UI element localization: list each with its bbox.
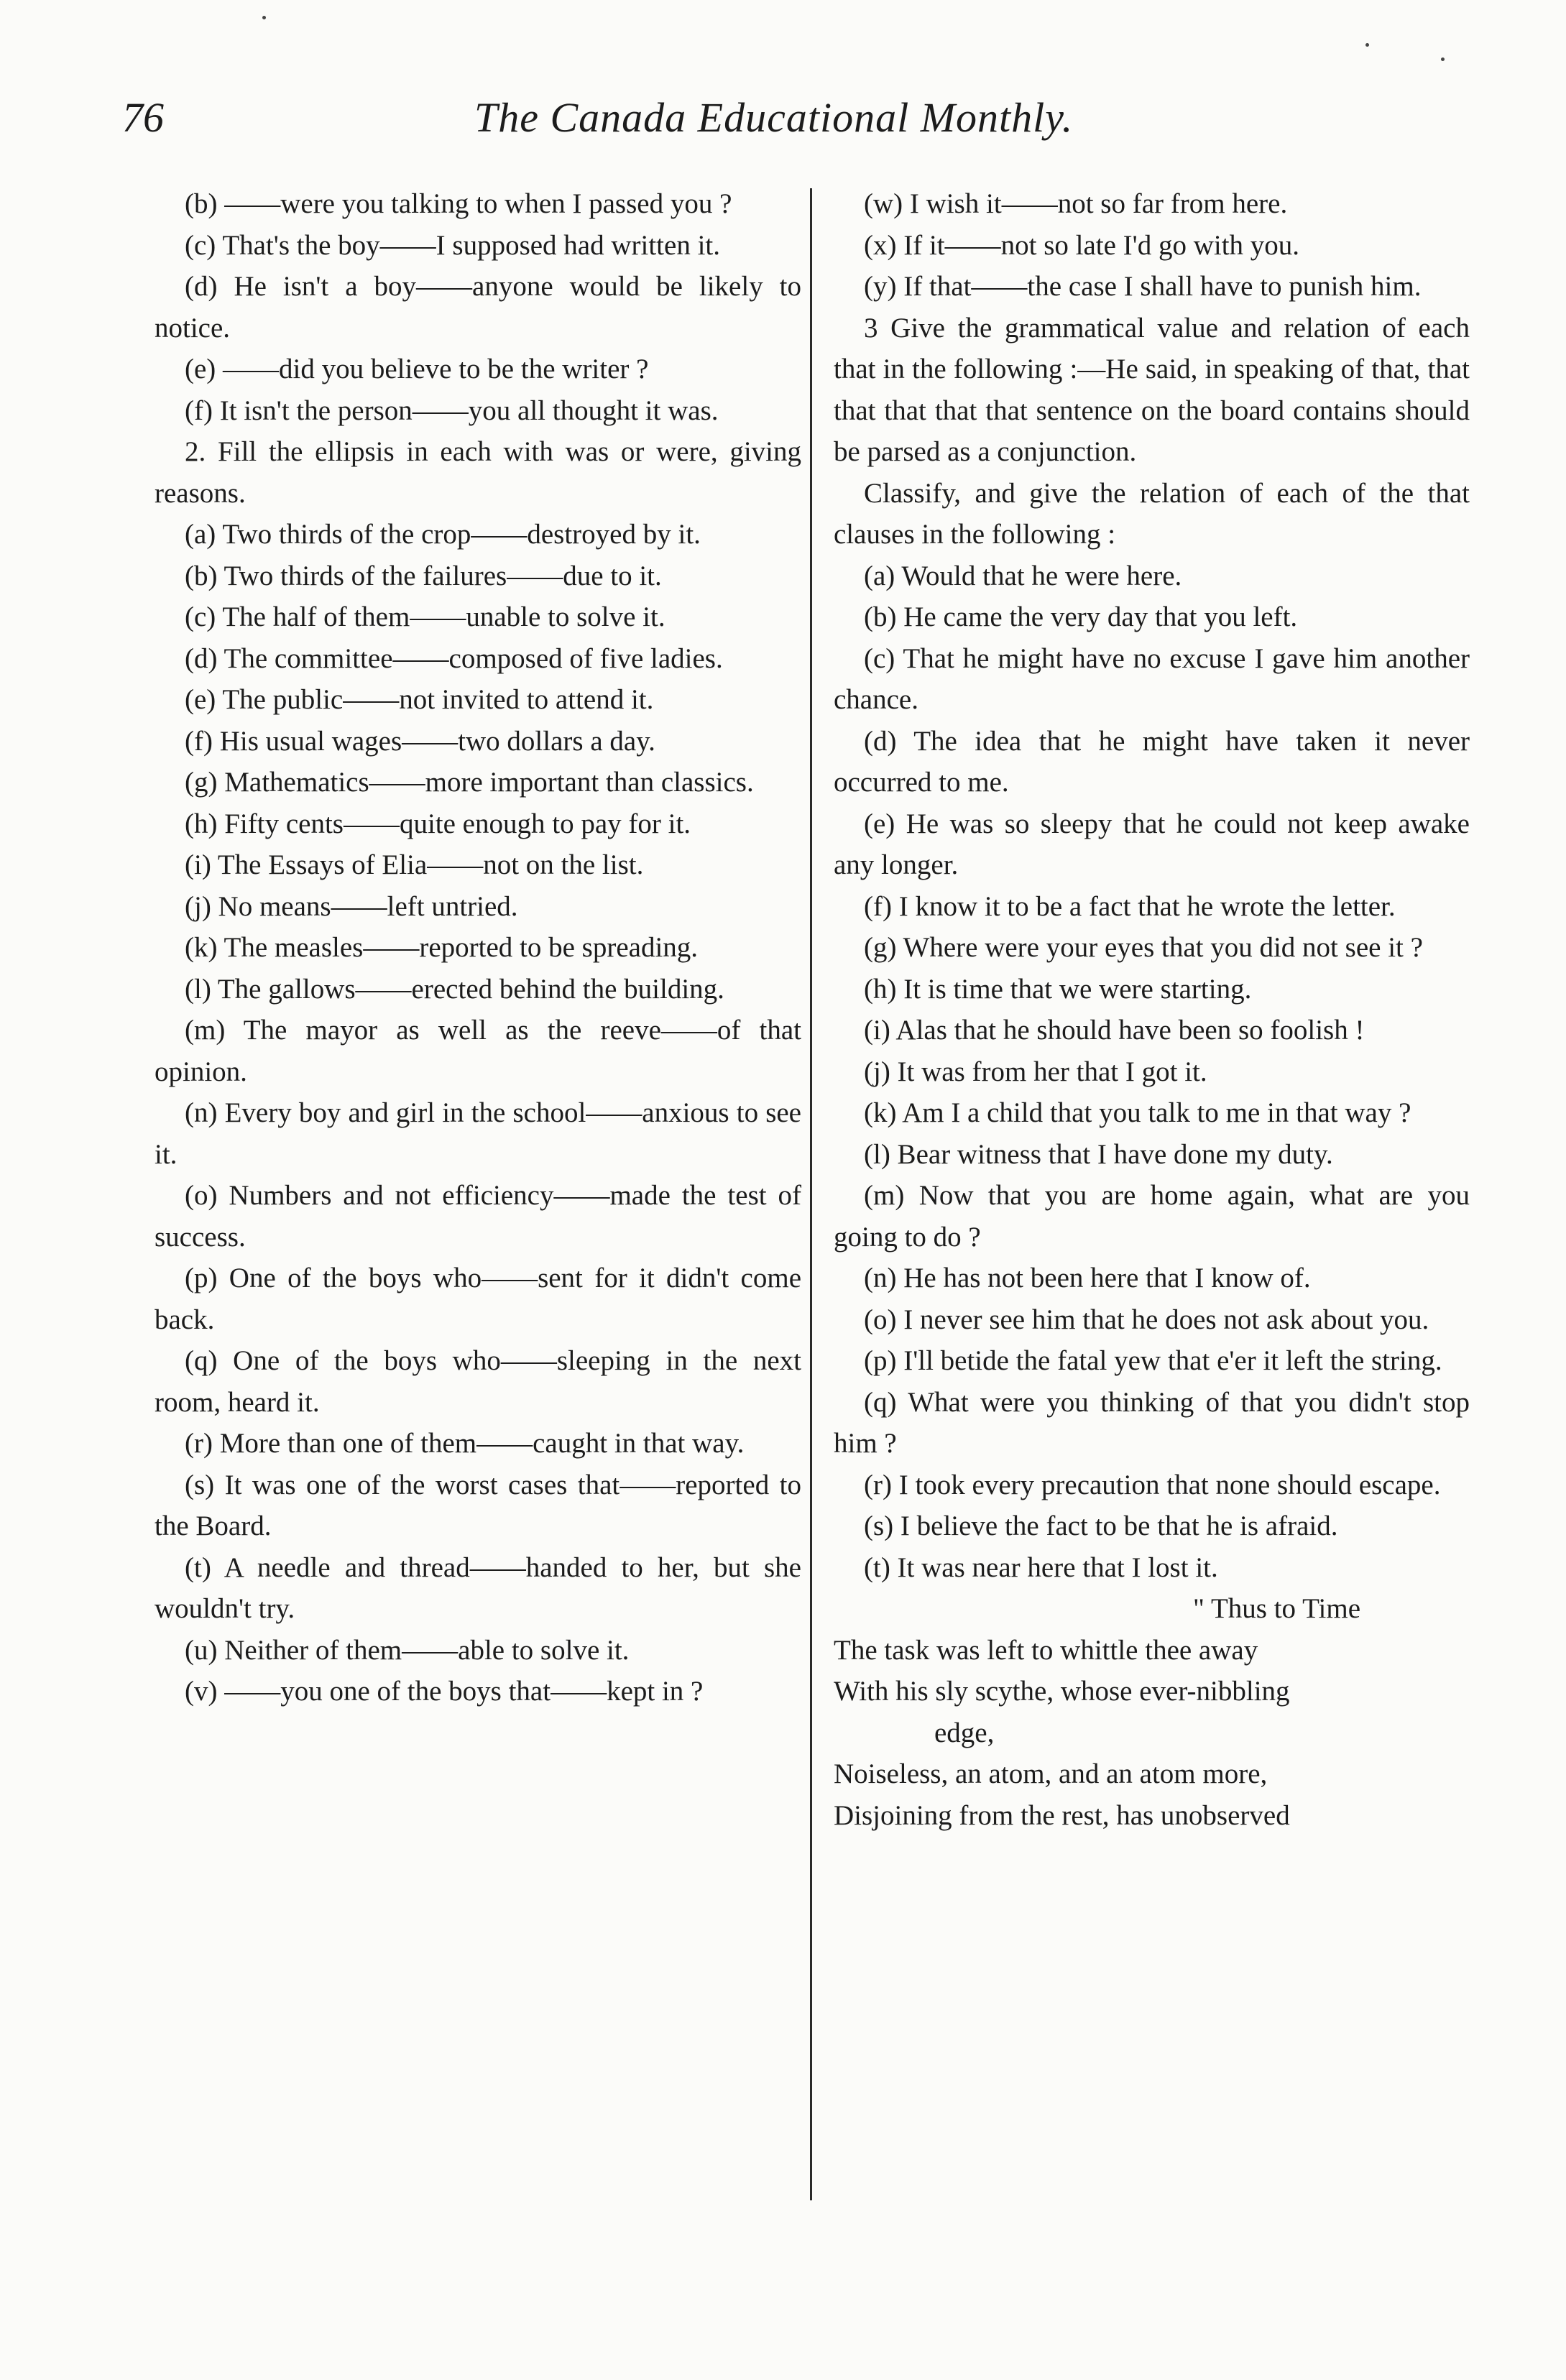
question-heading: 3 Give the grammatical value and relation of each that in the following :—He said, in speaking of that, that that that that that sentence on the board contains should be parsed as a conjunction.	[834, 312, 1470, 467]
exercise-item: (d) The committee——composed of five ladies.	[185, 642, 723, 674]
exercise-item: (d) He isn't a boy——anyone would be likely to notice.	[155, 271, 801, 343]
poem-line: The task was left to whittle thee away	[834, 1634, 1258, 1666]
exercise-item: (g) Where were your eyes that you did not see it ?	[864, 932, 1423, 963]
poem-line: Disjoining from the rest, has unobserved	[834, 1799, 1290, 1831]
exercise-item: (o) Numbers and not efficiency——made the test of success.	[155, 1180, 801, 1253]
poem-line: " Thus to Time	[1193, 1593, 1361, 1624]
exercise-item: (m) Now that you are home again, what are you going to do ?	[834, 1180, 1470, 1253]
exercise-item: (m) The mayor as well as the reeve——of that opinion.	[155, 1015, 801, 1087]
exercise-item: (h) It is time that we were starting.	[864, 973, 1252, 1005]
exercise-item: (u) Neither of them——able to solve it.	[185, 1634, 630, 1666]
exercise-item: (b) ——were you talking to when I passed you ?	[185, 188, 732, 219]
exercise-item: (p) One of the boys who——sent for it didn't come back.	[155, 1263, 801, 1335]
exercise-item: (n) Every boy and girl in the school——anxious to see it.	[155, 1097, 801, 1170]
exercise-item: (i) The Essays of Elia——not on the list.	[185, 849, 644, 880]
instruction-paragraph: Classify, and give the relation of each of the that clauses in the following :	[834, 477, 1470, 550]
exercise-item: (e) The public——not invited to attend it.	[185, 684, 654, 715]
exercise-item: (o) I never see him that he does not ask about you.	[864, 1304, 1429, 1335]
exercise-item: (f) I know it to be a fact that he wrote the letter.	[864, 890, 1396, 922]
exercise-item: (p) I'll betide the fatal yew that e'er it left the string.	[864, 1345, 1442, 1376]
right-column	[834, 183, 1470, 1836]
column-divider	[810, 188, 812, 2200]
exercise-item: (n) He has not been here that I know of.	[864, 1263, 1311, 1293]
exercise-item: (r) More than one of them——caught in that way.	[185, 1428, 745, 1459]
poem-line: With his sly scythe, whose ever-nibbling	[834, 1676, 1290, 1707]
exercise-item: (j) It was from her that I got it.	[864, 1056, 1207, 1087]
exercise-item: (s) I believe the fact to be that he is afraid.	[864, 1510, 1338, 1541]
exercise-item: (c) That's the boy——I supposed had written it.	[185, 229, 720, 261]
exercise-item: (a) Would that he were here.	[864, 560, 1182, 591]
poem-line: edge,	[934, 1717, 995, 1748]
exercise-item: (t) It was near here that I lost it.	[864, 1551, 1218, 1583]
ink-speck	[1365, 43, 1369, 47]
ink-speck	[1441, 57, 1445, 61]
exercise-item: (a) Two thirds of the crop——destroyed by it.	[185, 519, 701, 550]
ink-speck	[262, 16, 266, 19]
exercise-item: (k) Am I a child that you talk to me in that way ?	[864, 1097, 1411, 1128]
exercise-item: (x) If it——not so late I'd go with you.	[864, 229, 1300, 261]
exercise-item: (j) No means——left untried.	[185, 890, 518, 922]
exercise-item: (c) The half of them——unable to solve it.	[185, 601, 665, 632]
exercise-item: (q) What were you thinking of that you didn't stop him ?	[834, 1386, 1470, 1459]
exercise-item: (b) He came the very day that you left.	[864, 601, 1298, 632]
poem-quotation	[834, 1588, 1470, 1836]
exercise-item: (v) ——you one of the boys that——kept in ?	[185, 1676, 704, 1707]
exercise-item: (e) He was so sleepy that he could not keep awake any longer.	[834, 808, 1470, 880]
exercise-item: (e) ——did you believe to be the writer ?	[185, 354, 649, 384]
exercise-item: (i) Alas that he should have been so foolish !	[864, 1015, 1365, 1046]
exercise-item: (q) One of the boys who——sleeping in the next room, heard it.	[155, 1345, 801, 1418]
exercise-item: (r) I took every precaution that none should escape.	[864, 1469, 1441, 1500]
exercise-item: (b) Two thirds of the failures——due to it.	[185, 560, 662, 591]
running-title: The Canada Educational Monthly.	[474, 94, 1074, 141]
exercise-item: (w) I wish it——not so far from here.	[864, 188, 1288, 219]
left-column	[155, 183, 801, 1712]
exercise-item: (s) It was one of the worst cases that——reported to the Board.	[155, 1469, 801, 1541]
question-heading: 2. Fill the ellipsis in each with was or were, giving reasons.	[155, 436, 801, 509]
exercise-item: (f) His usual wages——two dollars a day.	[185, 725, 655, 757]
exercise-item: (l) The gallows——erected behind the building.	[185, 973, 724, 1005]
exercise-item: (d) The idea that he might have taken it never occurred to me.	[834, 725, 1470, 798]
exercise-item: (c) That he might have no excuse I gave him another chance.	[834, 642, 1470, 715]
exercise-item: (y) If that——the case I shall have to punish him.	[864, 271, 1422, 302]
exercise-item: (h) Fifty cents——quite enough to pay for it.	[185, 808, 691, 839]
exercise-item: (k) The measles——reported to be spreading.	[185, 932, 699, 963]
poem-line: Noiseless, an atom, and an atom more,	[834, 1758, 1268, 1789]
exercise-item: (f) It isn't the person——you all thought it was.	[185, 395, 719, 426]
page-number: 76	[122, 94, 164, 141]
page-header	[122, 93, 1459, 151]
exercise-item: (g) Mathematics——more important than classics.	[185, 767, 754, 798]
exercise-item: (l) Bear witness that I have done my duty.	[864, 1138, 1333, 1170]
exercise-item: (t) A needle and thread——handed to her, but she wouldn't try.	[155, 1551, 801, 1624]
